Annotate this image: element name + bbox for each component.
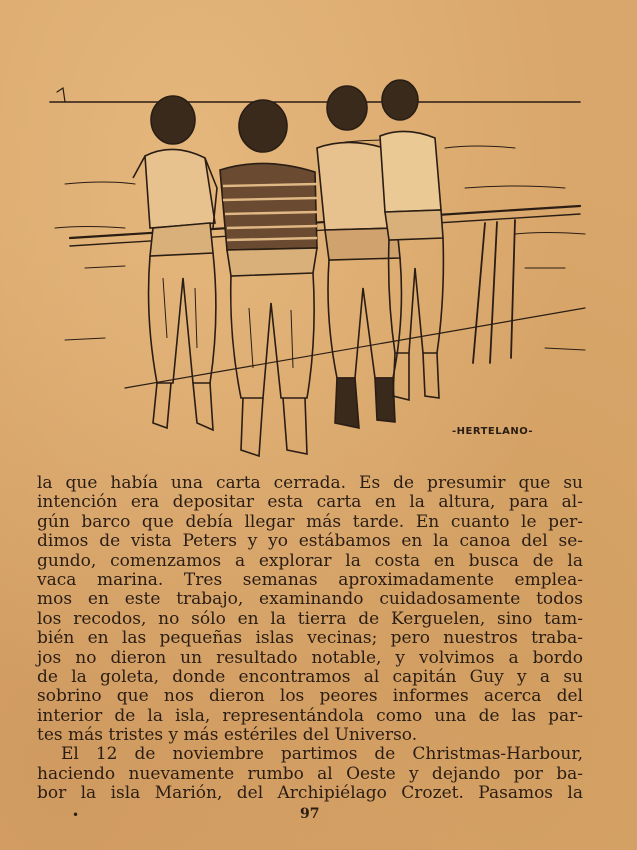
text-line: gún barco que debía llegar más tarde. En cuanto le per-: [37, 511, 583, 532]
illustration-four-sailors: [45, 78, 590, 468]
text-line: jos no dieron un resultado notable, y volvimos a bordo: [37, 647, 583, 668]
text-line: dimos de vista Peters y yo estábamos en la canoa del se-: [37, 531, 583, 552]
text-line: gundo, comenzamos a explorar la costa en busca de la: [37, 550, 583, 571]
text-line: mos en este trabajo, examinando cuidadosamente todos: [37, 589, 583, 610]
text-line: bor la isla Marión, del Archipiélago Crozet. Pasamos la: [37, 783, 583, 804]
text-line: haciendo nuevamente rumbo al Oeste y dejando por ba-: [37, 763, 583, 784]
footer-bullet: •: [72, 808, 80, 822]
text-line: vaca marina. Tres semanas aproximadamente emplea-: [37, 569, 583, 590]
sailor-figure-2: [220, 100, 317, 456]
artist-signature: -HERTELANO-: [452, 426, 534, 437]
text-line: de la goleta, donde encontramos al capitán Guy y a su: [37, 666, 583, 687]
text-line: los recodos, no sólo en la tierra de Kerguelen, sino tam-: [37, 608, 583, 629]
text-line: sobrino que nos dieron los peores informes acerca del: [37, 686, 583, 707]
sailor-figure-4: [380, 80, 443, 400]
text-line: tes más tristes y más estériles del Universo.: [37, 725, 418, 746]
text-line: la que había una carta cerrada. Es de presumir que su: [37, 473, 583, 493]
page-number: 97: [300, 806, 320, 822]
text-line: interior de la isla, representándola como una de las par-: [37, 705, 583, 726]
body-text: [37, 474, 583, 804]
text-line: intención era depositar esta carta en la altura, para al-: [37, 492, 583, 513]
text-line: bién en las pequeñas islas vecinas; pero nuestros traba-: [37, 628, 583, 649]
text-line: El 12 de noviembre partimos de Christmas-Harbour,: [61, 744, 583, 765]
